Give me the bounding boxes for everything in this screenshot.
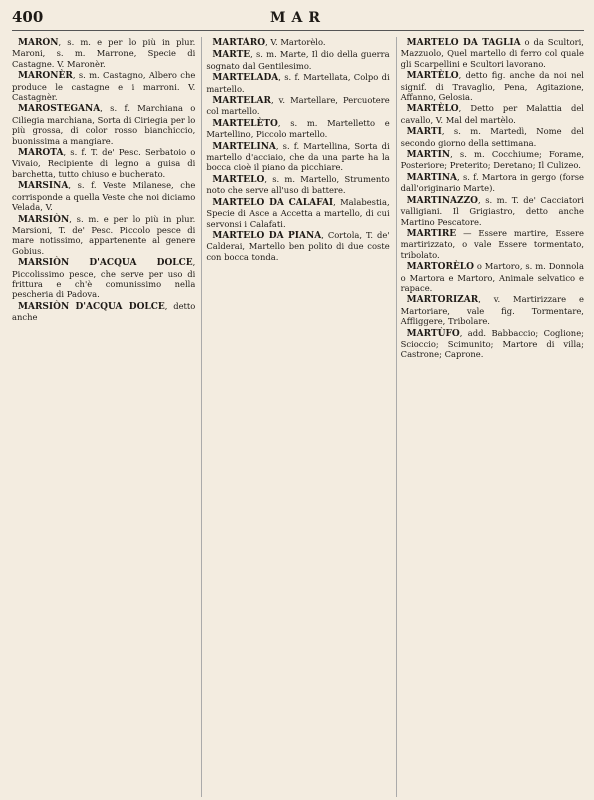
dictionary-entry [206,141,389,173]
entry-headword: MARTELÈTO [212,118,278,129]
dictionary-entry [206,95,389,117]
entry-definition: , Cortola, T. de' Calderai, Martello ben polito di due coste con bocca tonda. [206,229,390,262]
entry-headword: MARÒN [18,38,59,48]
entry-definition: , Piccolissimo pesce, che serve per uso di frittura e ch'è comunissimo nella pescheria di Padova. [12,257,196,300]
dictionary-entry [401,228,584,260]
entry-definition: , s. m. Cocchiume; Forame, Posteriore; Preterito; Deretano; Il Culizeo. [400,149,584,171]
entry-headword: MARTORIZAR [406,295,479,306]
entry-headword: MARTIRE [406,228,457,239]
entry-definition: , s. f. T. de' Pesc. Serbatoio o Vivaio, Recipiente di legno a guisa di barchetta, tutto chiuso e bucherato. [12,147,196,179]
entry-definition: , s. f. Martellata, Colpo di martello. [206,72,390,94]
entry-headword: MARTELINA [212,141,276,152]
entry-definition: , s. m. Martello, Strumento noto che serve all'uso di battere. [206,173,390,196]
dictionary-entry [401,126,584,148]
dictionary-entry [401,261,584,293]
text-columns [12,37,584,797]
entry-definition: , V. Martorèlo. [265,37,326,47]
dictionary-entry [401,172,584,194]
dictionary-entry [401,103,584,125]
entry-headword: MARTÈLO [406,104,459,115]
entry-definition: , v. Martirizzare e Martoriare, vale fig. Tormentare, Affliggere, Tribolare. [400,294,584,327]
dictionary-entry [12,37,195,69]
entry-definition: , s. f. Martellina, Sorta di martello d'acciaio, che da una parte ha la bocca cioè il piano da picchiare. [206,140,390,173]
entry-definition: o da Scultori, Mazzuolo, Quel martello di ferro col quale gli Scarpellini e Scultori lavorano. [400,37,584,69]
entry-headword: MARTELO DA TAGLIA [406,38,521,48]
dictionary-entry [206,72,389,94]
column-1 [12,37,195,797]
entry-headword: MARTÈLO [406,71,459,82]
entry-headword: MARONÈR [18,71,73,82]
dictionary-entry [12,180,195,212]
entry-definition: , add. Babbaccio; Coglione; Scioccio; Scimunito; Martore di villa; Castrone; Caprone. [400,327,584,360]
entry-definition: , detto fig. anche da noi nel signif. di Travaglio, Pena, Agitazione, Affanno, Gelosia. [400,70,584,103]
entry-headword: MARSIÒN D'ACQUA DOLCE [18,258,193,269]
column-3 [396,37,584,797]
dictionary-entry [12,301,195,323]
dictionary-entry [206,118,389,140]
entry-definition: , s. m. Marte, Il dio della guerra sognato dal Gentilesimo. [206,49,390,71]
dictionary-entry [12,70,195,102]
entry-definition: o Martoro, s. m. Donnola o Martora e Martoro, Animale selvatico e rapace. [400,261,584,293]
entry-headword: MARTÀRO [212,38,266,48]
dictionary-entry [401,328,584,360]
entry-headword: MAROTA [18,148,64,159]
entry-headword: MARTINA [406,172,458,183]
entry-definition: , s. m. Castagno, Albero che produce le castagne e i marroni. V. Castagnèr. [12,70,196,103]
entry-definition: , Malabestia, Specie di Asce a Accetta a martello, di cui servonsi i Calafati. [206,196,390,229]
entry-headword: MARTELO DA CALAFAI [212,197,334,208]
dictionary-entry [206,197,389,229]
entry-headword: MARTI [406,127,442,138]
entry-definition: , s. f. Veste Milanese, che corrisponde a quella Veste che noi diciamo Velada, V. [12,180,196,213]
entry-definition: , s. m. T. de' Cacciatori valligiani. Il Grigiastro, detto anche Martino Pescatore. [400,194,584,227]
entry-headword: MARTORÈLO [406,262,474,273]
entry-definition: , Detto per Malattia del cavallo, V. Mal del martèlo. [400,103,584,125]
entry-headword: MARTE [212,50,251,61]
running-head: MAR [270,10,326,26]
dictionary-entry [401,149,584,171]
entry-headword: MARTELADA [212,73,279,84]
dictionary-entry [206,230,389,262]
page-number: 400 [12,8,44,26]
entry-definition: , s. m. e per lo più in plur. Marsioni, T. de' Pesc. Piccolo pesce di mare notissimo, appartenente al genere Gobius. [12,213,196,256]
entry-headword: MARTINAZZO [406,195,479,206]
dictionary-entry [401,294,584,326]
column-2 [201,37,389,797]
dictionary-entry [12,214,195,257]
dictionary-entry [401,37,584,69]
entry-definition: — Essere martire, Essere martirizzato, o vale Essere tormentato, tribolato. [400,227,584,260]
entry-headword: MARTÙFO [406,328,460,339]
entry-definition: , s. f. Martora in gergo (forse dall'originario Marte). [400,171,584,194]
entry-definition: , s. m. e per lo più in plur. Maroni, s. m. Marrone, Specie di Castagne. V. Maronèr. [12,37,196,69]
dictionary-entry [206,174,389,196]
entry-headword: MARSIÒN D'ACQUA DOLCE [18,301,165,312]
dictionary-entry [206,49,389,71]
entry-definition: , detto anche [12,300,196,323]
entry-definition: , s. m. Martelletto e Martellino, Piccolo martello. [206,117,390,140]
dictionary-entry [401,70,584,102]
dictionary-entry [12,257,195,300]
entry-headword: MARTELAR [212,96,271,107]
entry-definition: , s. f. Marchiana o Ciliegia marchiana, Sorta di Ciriegia per lo più grossa, di color rosso bianchiccio, buonissima a mangiare. [12,103,196,146]
dictionary-entry [206,37,389,48]
entry-headword: MAROSTEGANA [18,104,101,115]
entry-headword: MARTELO DA PIANA [212,230,322,241]
entry-headword: MARSINA [18,181,69,192]
dictionary-entry [401,195,584,227]
dictionary-entry [12,147,195,179]
entry-definition: , v. Martellare, Percuotere col martello. [206,95,390,117]
dictionary-entry [12,103,195,146]
entry-headword: MARTELO [212,174,265,185]
entry-headword: MARSIÒN [18,214,70,225]
entry-headword: MARTIN [406,150,451,161]
page-header [12,8,584,31]
entry-definition: , s. m. Martedì, Nome del secondo giorno della settimana. [400,126,584,148]
